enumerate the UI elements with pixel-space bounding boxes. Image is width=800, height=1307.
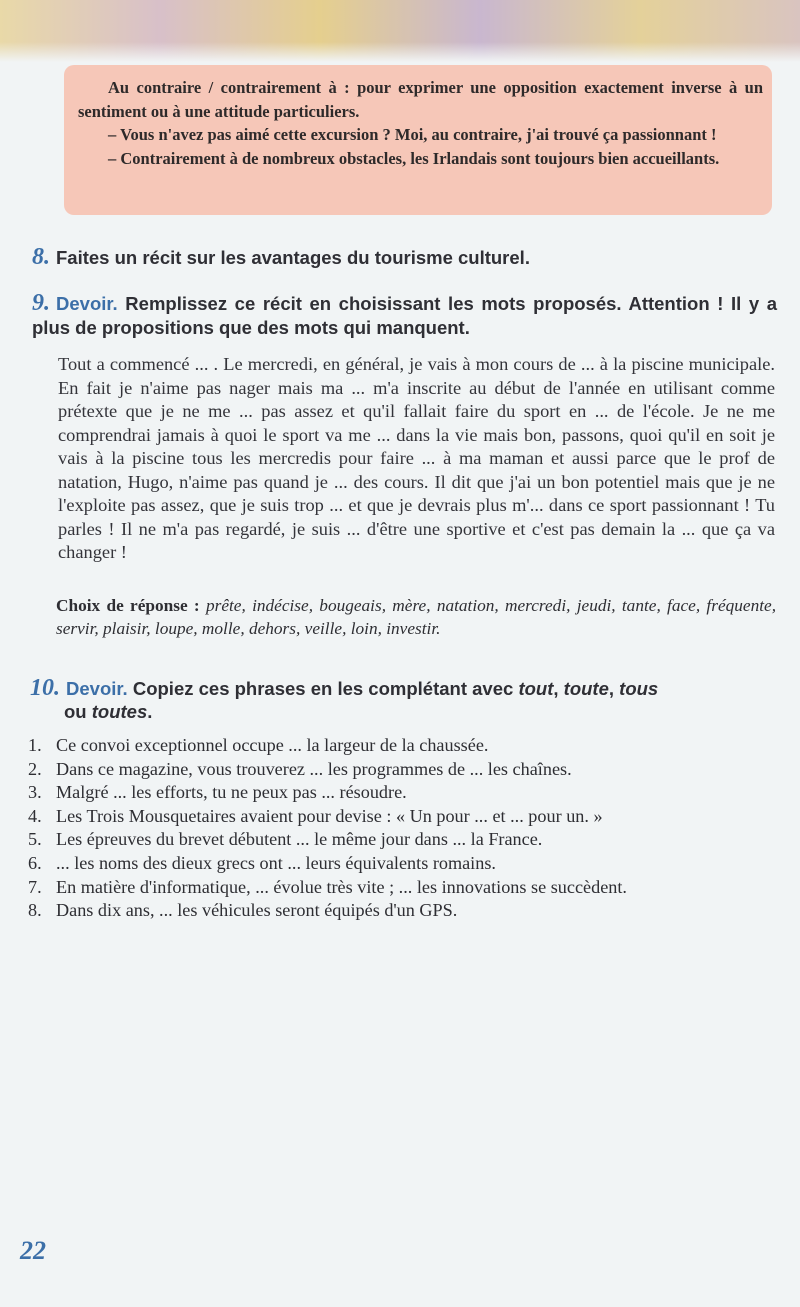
exercise-9-instruction: Remplissez ce récit en choisissant les mots proposés. Attention ! Il y a plus de propositions que des mots qui manquent. (32, 293, 777, 338)
exercise-9-choices (56, 594, 776, 640)
period: . (147, 701, 153, 722)
item-text: En matière d'informatique, ... évolue très vite ; ... les innovations se succèdent. (56, 876, 627, 897)
exercise-9-number: 9. (32, 290, 50, 316)
callout-example-1: – Vous n'avez pas aimé cette excursion ? Moi, au contraire, j'ai trouvé ça passionnant ! (108, 125, 717, 145)
word-ou: ou (64, 701, 87, 722)
grammar-callout-text (78, 76, 763, 170)
list-item (28, 781, 776, 805)
item-text: Malgré ... les efforts, tu ne peux pas ... résoudre. (56, 782, 407, 803)
choices-words: prête, indécise, bougeais, mère, natation, mercredi, jeudi, tante, face, fréquente, servir, plaisir, loupe, molle, dehors, veille, loin, investir. (56, 596, 777, 638)
item-number: 8. (28, 900, 42, 921)
word-tous: tous (619, 678, 659, 699)
callout-example-2: – Contrairement à de nombreux obstacles, les Irlandais sont toujours bien accueillants. (108, 148, 720, 168)
exercise-9-heading (32, 291, 777, 340)
item-text: Les épreuves du brevet débutent ... le même jour dans ... la France. (56, 829, 543, 850)
exercise-10-heading (30, 677, 775, 723)
callout-rule: Au contraire / contrairement à : pour exprimer une opposition exactement inverse à un sentiment ou à une attitude particuliers. (78, 78, 763, 121)
item-number: 7. (28, 876, 42, 897)
exercise-10-number: 10. (30, 675, 60, 701)
item-number: 1. (28, 735, 42, 755)
item-text: Ce convoi exceptionnel occupe ... la largeur de la chaussée. (56, 735, 489, 755)
item-text: Dans ce magazine, vous trouverez ... les programmes de ... les chaînes. (56, 758, 572, 779)
exercise-9-story-text: Tout a commencé ... . Le mercredi, en général, je vais à mon cours de ... à la piscine municipale. En fait je n'aime pas nager mais ma ... m'a inscrite au début de l'année en utilisant comme prétexte que je ne me ... pas assez et qu'il fallait faire du sport en ... de l'école. Je ne me comprendrai jamais à quoi le sport va me ... dans la vie mais bon, passons, quoi qu'il en soit je vais à la piscine tous les mercredis pour faire ... à ma maman et aussi parce que le prof de natation, Hugo, n'aime pas quand je ... des cours. Il dit que j'ai un bon potentiel mais que je ne l'exploite pas assez, que je suis trop ... et que je devrais plus m'... dans ce sport passionnant ! Tu parles ! Il ne m'a pas regardé, je suis ... d'être une sportive et c'est pas demain la ... que ça va changer ! (58, 354, 775, 562)
decorative-header-strip (0, 0, 800, 62)
list-item (28, 876, 776, 900)
exercise-10-instruction: Copiez ces phrases en les complétant avec (132, 678, 514, 699)
list-item (28, 734, 776, 758)
choices-label: Choix de réponse : (56, 596, 200, 615)
exercise-9-devoir-label: Devoir. (56, 293, 118, 314)
item-number: 6. (28, 852, 42, 873)
list-item (28, 758, 776, 782)
exercise-8-number: 8. (32, 244, 50, 270)
item-number: 5. (28, 829, 42, 850)
exercise-10-devoir-label: Devoir. (66, 678, 128, 699)
item-number: 4. (28, 805, 42, 826)
item-text: Les Trois Mousquetaires avaient pour devise : « Un pour ... et ... pour un. » (56, 805, 603, 826)
item-text: ... les noms des dieux grecs ont ... leurs équivalents romains. (56, 852, 496, 873)
exercise-8-title: Faites un récit sur les avantages du tourisme culturel. (56, 247, 530, 268)
exercise-8-heading (32, 244, 530, 271)
word-toutes: toutes (91, 701, 148, 722)
item-number: 2. (28, 758, 42, 779)
list-item (28, 828, 776, 852)
page-number: 22 (20, 1236, 46, 1265)
separator: , (553, 678, 559, 699)
list-item (28, 899, 776, 923)
list-item (28, 805, 776, 829)
item-number: 3. (28, 782, 42, 803)
item-text: Dans dix ans, ... les véhicules seront équipés d'un GPS. (56, 900, 458, 921)
word-toute: toute (563, 678, 609, 699)
separator: , (608, 678, 615, 699)
list-item (28, 852, 776, 876)
exercise-9-story (58, 353, 775, 565)
exercise-10-sentence-list (28, 734, 776, 923)
word-tout: tout (518, 678, 554, 699)
